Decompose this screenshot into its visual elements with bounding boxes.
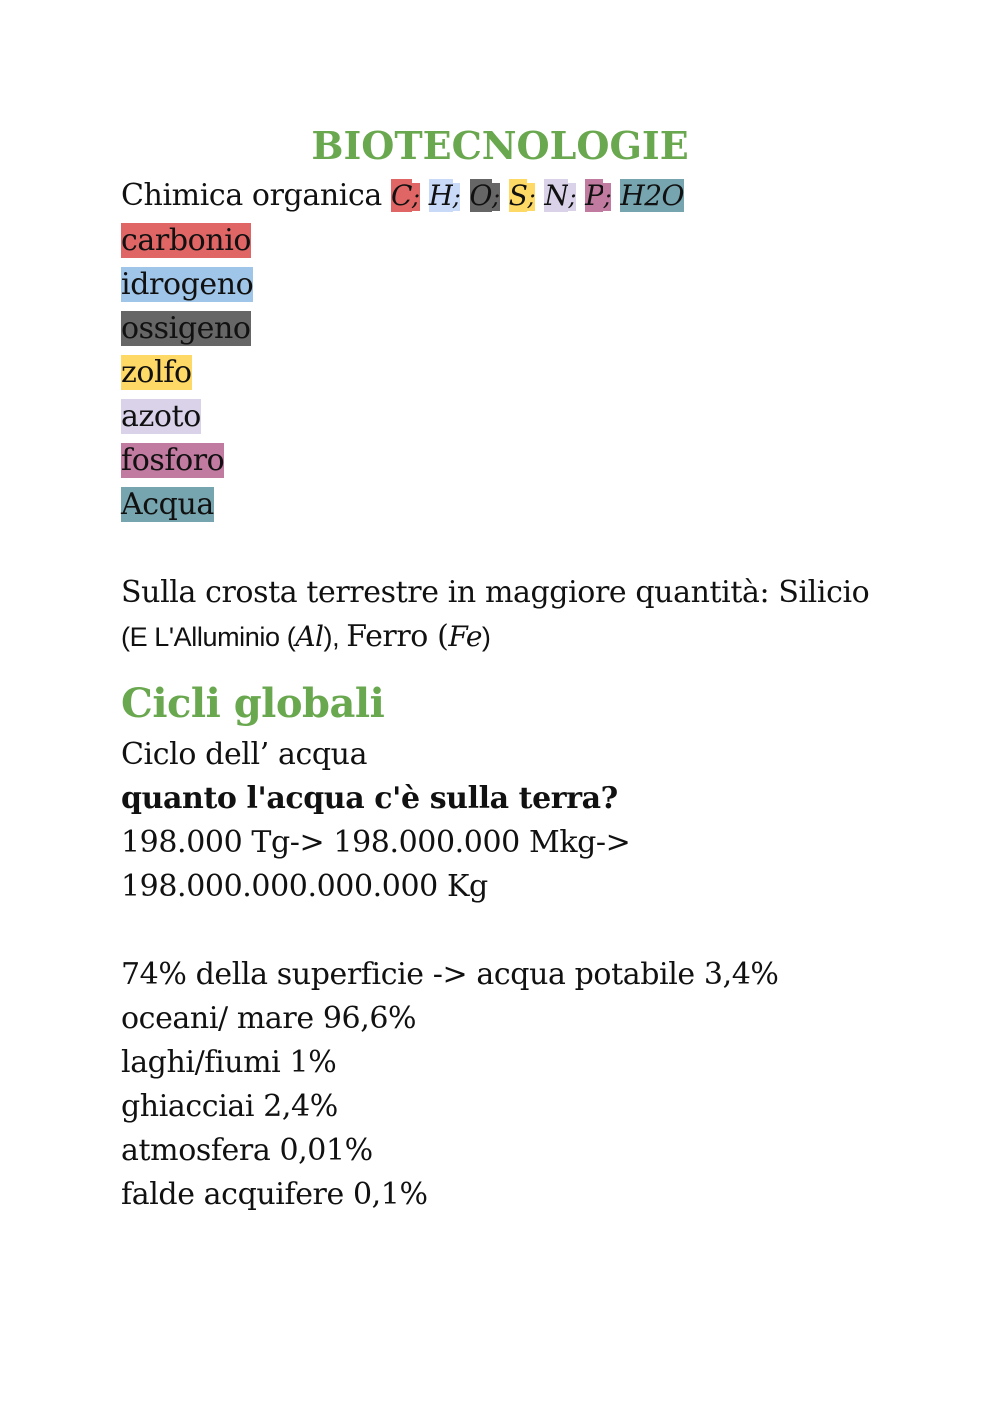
cycle-subtitle: Ciclo dell’ acqua: [121, 737, 368, 772]
iron-symbol: Fe: [448, 620, 482, 653]
element-item: [121, 395, 881, 439]
symbol-separator: ;: [568, 183, 576, 211]
symbol-separator: ;: [411, 183, 420, 211]
element-symbol: H2O: [620, 179, 684, 212]
element-symbol: H: [428, 179, 453, 212]
cycle-line-2: 198.000.000.000.000 Kg: [121, 869, 488, 904]
crust-text-b: ),: [323, 622, 347, 652]
element-name: Acqua: [121, 487, 214, 522]
stat-line: atmosfera 0,01%: [121, 1133, 373, 1168]
intro-line: [121, 174, 881, 219]
element-item: [121, 351, 881, 395]
stat-line: falde acquifere 0,1%: [121, 1177, 428, 1212]
element-name: fosforo: [121, 443, 225, 478]
symbol-separator: ;: [452, 183, 461, 211]
element-name: ossigeno: [121, 311, 251, 346]
spacer: [121, 527, 881, 571]
element-item: [121, 219, 881, 263]
symbol-separator: ;: [527, 183, 536, 211]
crust-line-2: [121, 615, 881, 659]
element-item: [121, 439, 881, 483]
intro-label: Chimica organica: [121, 178, 382, 213]
element-symbols: [391, 178, 684, 213]
element-name: idrogeno: [121, 267, 254, 302]
element-name: zolfo: [121, 355, 192, 390]
crust-text-a: (E L'Alluminio (: [121, 622, 296, 652]
stat-line: 74% della superficie -> acqua potabile 3,4%: [121, 957, 779, 992]
cycle-question: quanto l'acqua c'è sulla terra?: [121, 781, 618, 816]
crust-text-d: ): [481, 622, 491, 652]
element-item: [121, 263, 881, 307]
symbol-separator: ;: [491, 183, 500, 211]
element-symbol: C: [390, 179, 412, 212]
element-item: [121, 307, 881, 351]
element-symbol: N: [544, 179, 569, 212]
cycle-line-1: 198.000 Tg-> 198.000.000 Mkg->: [121, 825, 631, 860]
element-item: [121, 483, 881, 527]
aluminium-symbol: Al: [295, 620, 324, 653]
symbol-separator: ;: [603, 183, 612, 211]
spacer: [121, 909, 881, 953]
element-name: carbonio: [121, 223, 252, 258]
element-name: azoto: [121, 399, 201, 434]
stats-list: [121, 953, 881, 1217]
stat-line: ghiacciai 2,4%: [121, 1089, 338, 1124]
stat-line: oceani/ mare 96,6%: [121, 1001, 417, 1036]
crust-text-c: Ferro (: [346, 619, 449, 654]
element-symbol: O: [469, 179, 492, 212]
element-list: [121, 219, 881, 527]
document-content: [121, 118, 881, 1217]
section-title: Cicli globali: [121, 680, 385, 727]
element-symbol: P: [585, 179, 604, 212]
crust-line-1: Sulla crosta terrestre in maggiore quantità: Silicio: [121, 575, 870, 610]
element-symbol: S: [508, 179, 528, 212]
document-title: BIOTECNOLOGIE: [311, 123, 689, 168]
stat-line: laghi/fiumi 1%: [121, 1045, 337, 1080]
